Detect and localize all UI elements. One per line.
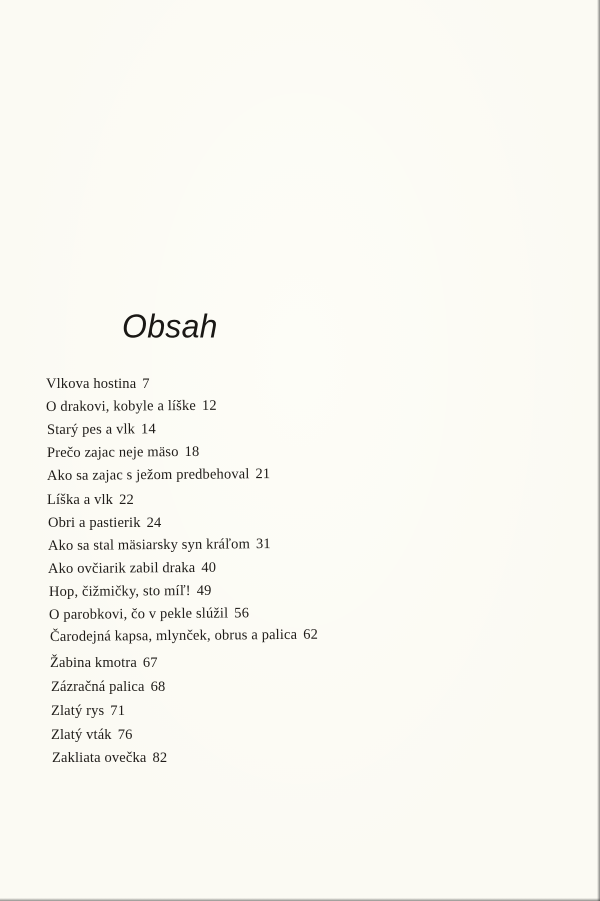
- toc-entry-page: 56: [234, 605, 250, 622]
- toc-entry: [52, 749, 167, 767]
- toc-entry-page: 67: [142, 655, 158, 671]
- toc-entry: [48, 514, 161, 532]
- toc-entry-title: Prečo zajac neje mäso: [46, 444, 179, 461]
- toc-entry: [50, 654, 158, 672]
- toc-entry-page: 82: [152, 750, 168, 766]
- toc-entry: [51, 702, 125, 720]
- toc-entry-title: Líška a vlk: [47, 492, 114, 508]
- toc-entry-page: 68: [150, 679, 166, 695]
- toc-entry-title: Zlatý rys: [51, 703, 105, 719]
- toc-entry: [51, 678, 165, 696]
- toc-entry: [49, 604, 249, 624]
- toc-entry: [47, 491, 134, 509]
- toc-entry: [48, 535, 271, 555]
- toc-entry-page: 71: [110, 703, 126, 719]
- toc-entry-title: Zlatý vták: [51, 727, 112, 743]
- toc-entry-title: Ako sa stal mäsiarsky syn kráľom: [47, 536, 251, 554]
- toc-entry-page: 7: [142, 376, 150, 392]
- toc-entry-title: Zázračná palica: [51, 679, 145, 695]
- toc-entry: [47, 420, 156, 439]
- toc-entry-page: 62: [303, 626, 319, 643]
- toc-entry-page: 76: [117, 727, 133, 743]
- toc-entry-title: Zakliata ovečka: [52, 750, 147, 766]
- page-title: Obsah: [122, 307, 218, 345]
- toc-entry-title: Obri a pastierik: [48, 515, 141, 531]
- toc-entry-title: Starý pes a vlk: [46, 421, 136, 438]
- toc-entry: [49, 582, 212, 601]
- toc-entry: [47, 465, 270, 485]
- toc-entry: [48, 559, 216, 578]
- toc-entry-page: 14: [140, 421, 156, 438]
- toc-entry-page: 21: [255, 466, 271, 483]
- toc-entry-title: Ako ovčiarik zabil draka: [47, 559, 196, 577]
- toc-entry-title: Žabina kmotra: [50, 655, 137, 671]
- toc-entry-page: 12: [201, 397, 217, 414]
- toc-entry: [50, 626, 318, 646]
- toc-entry-title: Vlkova hostina: [46, 376, 137, 392]
- toc-entry-page: 40: [201, 559, 217, 576]
- toc-entry-page: 31: [255, 536, 271, 553]
- toc-entry: [46, 375, 150, 393]
- toc-entry-page: 18: [184, 443, 200, 461]
- toc-entry: [51, 726, 133, 744]
- toc-entry: [46, 397, 217, 416]
- toc-entry: [47, 443, 200, 462]
- toc-entry-title: O drakovi, kobyle a líške: [45, 397, 196, 415]
- toc-entry-title: Ako sa zajac s ježom predbehoval: [46, 466, 250, 484]
- toc-entry-page: 24: [146, 515, 162, 531]
- toc-entry-title: Čarodejná kapsa, mlynček, obrus a palica: [49, 626, 298, 645]
- toc-entry-title: O parobkovi, čo v pekle slúžil: [48, 605, 229, 623]
- toc-entry-page: 49: [196, 582, 212, 599]
- toc-entry-page: 22: [119, 492, 134, 508]
- toc-entry-title: Hop, čižmičky, sto míľ!: [48, 583, 191, 600]
